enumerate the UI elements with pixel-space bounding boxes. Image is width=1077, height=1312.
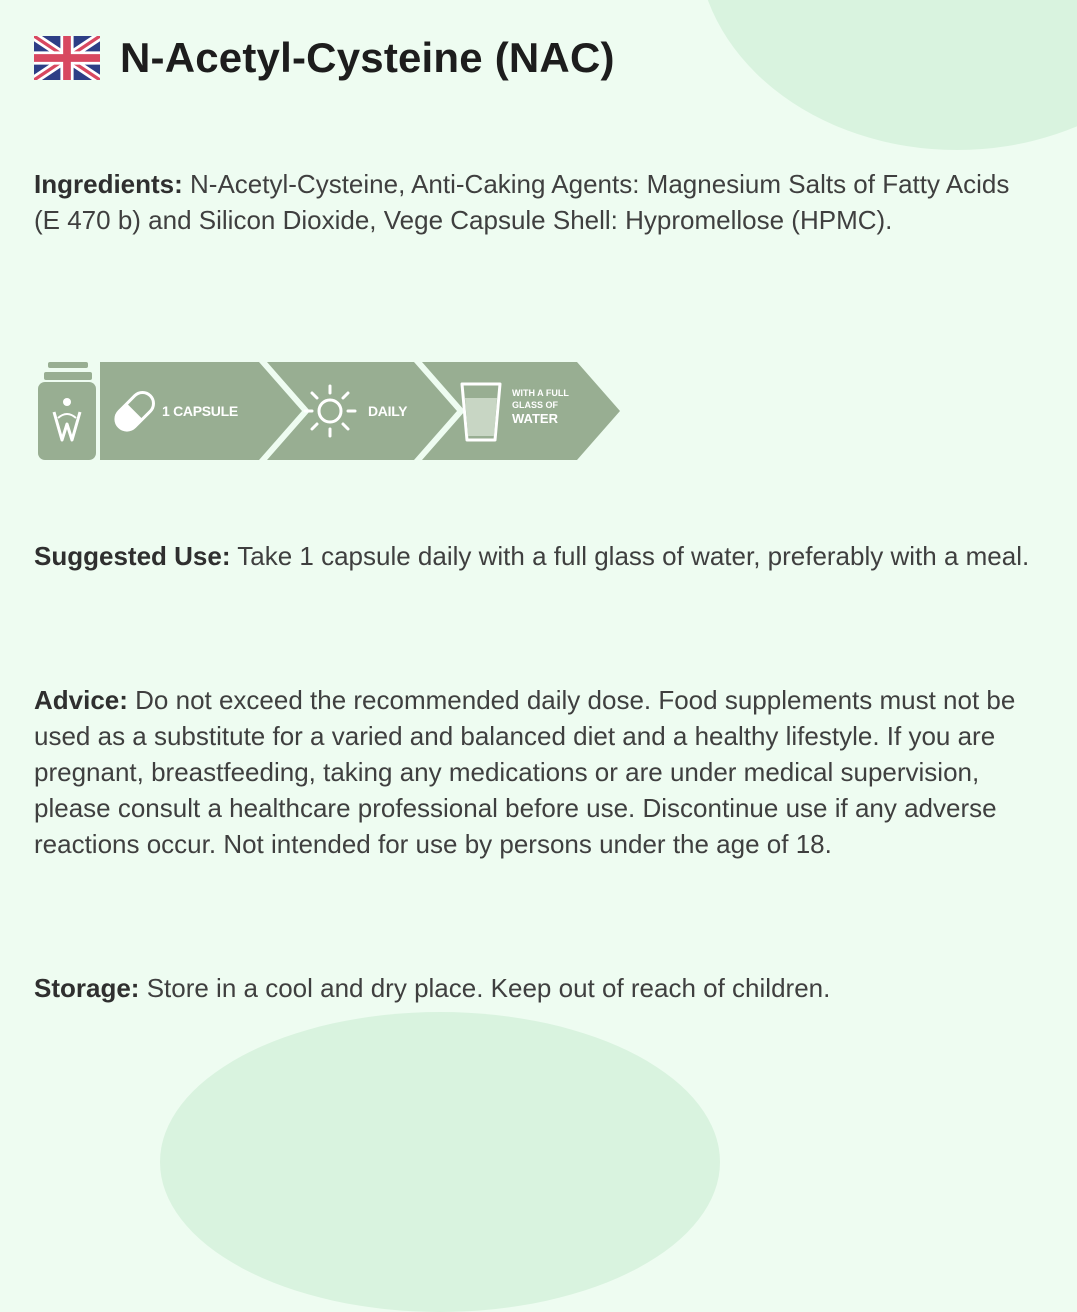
storage-text: Store in a cool and dry place. Keep out of reach of children. [139,973,831,1003]
water-line-1: WITH A FULL [512,388,569,398]
dose-label-water [512,387,569,426]
suggested-use-text: Take 1 capsule daily with a full glass of water, preferably with a meal. [230,541,1030,571]
ingredients-label: Ingredients: [34,169,183,199]
advice-text: Do not exceed the recommended daily dose. Food supplements must not be used as a substitute for a varied and balanced diet and a healthy lifestyle. If you are pregnant, breastfeeding, taking any medications or are under medical supervision, please consult a healthcare professional before use. Discontinue use if any adverse reactions occur. Not intended for use by persons under the age of 18. [34,685,1016,859]
dose-label-daily: DAILY [368,403,408,419]
water-line-2: GLASS OF [512,400,559,410]
advice-section [34,682,1034,862]
ingredients-text: N-Acetyl-Cysteine, Anti-Caking Agents: Magnesium Salts of Fatty Acids (E 470 b) and Silicon Dioxide, Vege Capsule Shell: Hypromellose (HPMC). [34,169,1010,235]
header [34,36,615,80]
dosage-banner [34,360,624,462]
page-title: N-Acetyl-Cysteine (NAC) [120,34,615,81]
ingredients-section [34,166,1034,238]
uk-flag-icon [34,36,100,80]
dose-label-capsule: 1 CAPSULE [162,403,238,419]
suggested-use-label: Suggested Use: [34,541,231,571]
supplement-bottle-icon [38,362,96,460]
suggested-use-section [34,538,1034,574]
advice-label: Advice: [34,685,128,715]
decorative-blob-bottom [160,1012,720,1312]
storage-label: Storage: [34,973,140,1003]
storage-section [34,970,1034,1006]
decorative-blob-top [697,0,1077,150]
water-line-3: WATER [512,411,558,426]
